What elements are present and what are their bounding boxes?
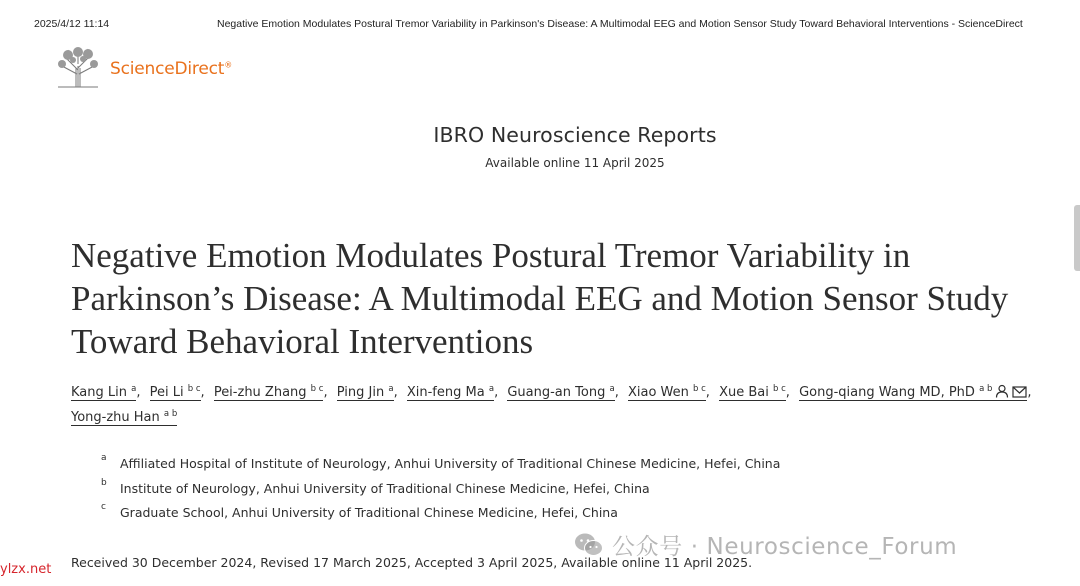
author-link[interactable]: Xue Bai $^{b c}$ <box>719 384 786 400</box>
author-link[interactable]: Kang Lin $^a$ <box>71 384 137 400</box>
journal-name[interactable]: IBRO Neuroscience Reports <box>433 123 717 147</box>
article-history-dates: Received 30 December 2024, Revised 17 March 2025, Accepted 3 April 2025, Available online 11 April 2025. <box>71 555 753 570</box>
registered-mark: ® <box>224 60 233 70</box>
affiliation-item <box>101 502 780 530</box>
author-link[interactable]: Guang-an Tong $^a$ <box>507 384 615 400</box>
print-header <box>0 18 1080 32</box>
brand-name: ScienceDirect® <box>110 59 233 79</box>
affiliation-key: c <box>101 502 106 512</box>
affiliation-item <box>101 477 780 506</box>
affiliation-item <box>101 453 781 481</box>
affiliation-text: Affiliated Hospital of Institute of Neurology, Anhui University of Traditional Chinese Medicine, Hefei, China <box>120 456 781 471</box>
author-link[interactable]: Ping Jin $^a$ <box>336 384 394 400</box>
affiliation-text: Graduate School, Anhui University of Traditional Chinese Medicine, Hefei, China <box>120 505 618 520</box>
sciencedirect-logo[interactable] <box>54 44 232 88</box>
affiliation-key: b <box>101 477 107 488</box>
wechat-watermark <box>574 528 957 561</box>
wechat-icon <box>574 532 604 558</box>
author-link[interactable]: Yong-zhu Han $^{a b}$ <box>71 409 178 425</box>
person-icon <box>995 384 1009 398</box>
author-link[interactable]: Pei-zhu Zhang $^{b c}$ <box>213 384 324 400</box>
affiliation-key: a <box>101 453 107 463</box>
print-page-title: Negative Emotion Modulates Postural Tremor Variability in Parkinson's Disease: A Multimodal EEG and Motion Sensor Study Toward Behavioral Interventions - ScienceDirect <box>217 18 1023 30</box>
email-icon <box>1012 386 1027 398</box>
affiliation-text: Institute of Neurology, Anhui University of Traditional Chinese Medicine, Hefei, China <box>120 480 650 496</box>
elsevier-tree-icon <box>54 44 102 88</box>
watermark-text: 公众号 · Neuroscience_Forum <box>612 534 958 560</box>
site-tag: ylzx.net <box>0 562 52 577</box>
affiliation-list <box>101 453 781 530</box>
article-title: Negative Emotion Modulates Postural Tremor Variability in Parkinson’s Disease: A Multimodal EEG and Motion Sensor Study Toward Behavioral Interventions <box>71 236 1009 361</box>
author-link[interactable]: Xin-feng Ma $^a$ <box>406 384 495 400</box>
author-list: Kang Lin $^a$, Pei Li $^{b c}$, Pei-zhu Zhang $^{b c}$, Ping Jin $^a$, Xin-feng Ma $^a$, Guang-an Tong $^a$, Xiao Wen $^{b c}$, Xue Bai $^{b c}$, Gong-qiang Wang MD, PhD $^{a b}$ , Yong-zhu Han $^{a b}$ <box>71 384 1032 425</box>
author-link[interactable]: Pei Li $^{b c}$ <box>149 384 201 400</box>
journal-available-date: Available online 11 April 2025 <box>485 156 665 170</box>
print-datetime: 2025/4/12 11:14 <box>34 18 110 30</box>
side-tab[interactable] <box>1074 205 1080 271</box>
author-link[interactable]: Xiao Wen $^{b c}$ <box>627 384 706 400</box>
author-link[interactable]: Gong-qiang Wang MD, PhD $^{a b}$ <box>799 385 1027 401</box>
